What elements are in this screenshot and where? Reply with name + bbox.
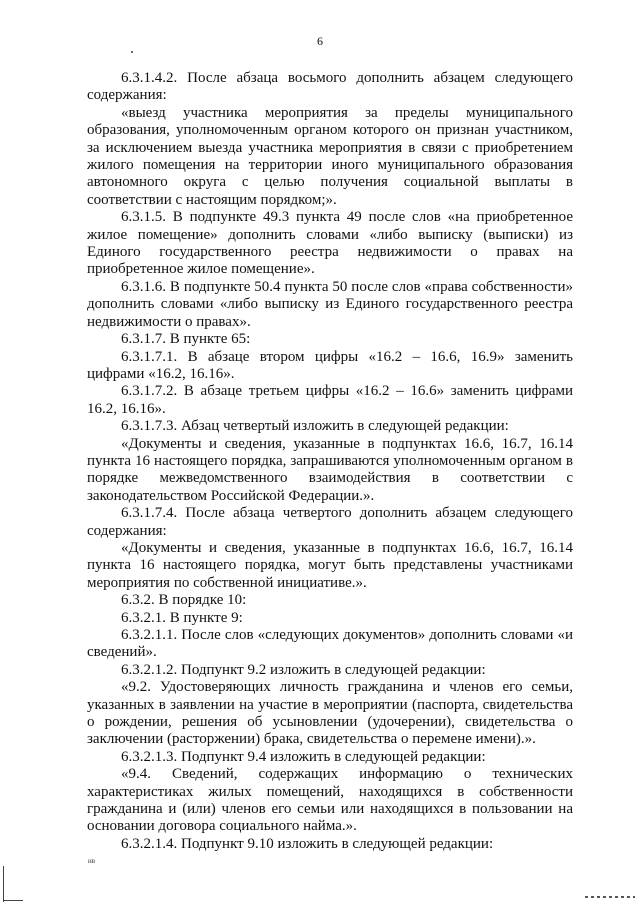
paragraph: 6.3.1.7.1. В абзаце втором цифры «16.2 – 16.6, 16.9» заменить цифрами «16.2, 16.16». bbox=[87, 348, 573, 382]
paragraph: «9.4. Сведений, содержащих информацию о технических характеристиках жилых помещений, находящихся в собственности гражданина и (или) членов его семьи или находящихся в пользовании на основании договора социального найма.». bbox=[87, 766, 573, 835]
page-edge-left bbox=[3, 866, 4, 902]
document-body bbox=[87, 70, 573, 853]
paragraph: 6.3.2.1. В пункте 9: bbox=[121, 609, 243, 626]
footer-initials: нв bbox=[88, 857, 96, 865]
paragraph: 6.3.1.7.2. В абзаце третьем цифры «16.2 – 16.6» заменить цифрами 16.2, 16.16». bbox=[87, 383, 573, 417]
paragraph: 6.3.1.7.4. После абзаца четвертого дополнить абзацем следующего содержания: bbox=[87, 505, 573, 539]
paragraph: 6.3.2.1.2. Подпункт 9.2 изложить в следующей редакции: bbox=[121, 661, 486, 678]
page-number: 6 bbox=[317, 34, 323, 48]
paragraph: 6.3.2.1.3. Подпункт 9.4 изложить в следующей редакции: bbox=[121, 748, 486, 765]
paragraph: 6.3.1.7.3. Абзац четвертый изложить в следующей редакции: bbox=[121, 418, 509, 435]
paragraph: 6.3.2.1.1. После слов «следующих документов» дополнить словами «и сведений». bbox=[87, 627, 573, 661]
paragraph: 6.3.1.7. В пункте 65: bbox=[121, 331, 251, 348]
paragraph: «Документы и сведения, указанные в подпунктах 16.6, 16.7, 16.14 пункта 16 настоящего порядка, запрашиваются уполномоченным органом в порядке межведомственного взаимодействия в соответствии с законодательством Российской Федерации.». bbox=[87, 435, 573, 504]
paragraph: «выезд участника мероприятия за пределы муниципального образования, уполномоченным органом которого он признан участником, за исключением выезда участника мероприятия в связи с приобретением жилого помещения на территории иного муниципального образования автономного округа с целью получения социальной выплаты в соответствии с настоящим порядком;». bbox=[87, 104, 573, 208]
scan-speck bbox=[131, 51, 133, 53]
page-edge-bottom bbox=[3, 900, 23, 901]
paragraph: 6.3.1.5. В подпункте 49.3 пункта 49 после слов «на приобретенное жилое помещение» дополнить словами «либо выписку (выписки) из Единого государственного реестра недвижимости о правах на приобретенное жилое помещение». bbox=[87, 209, 573, 278]
paragraph: 6.3.1.4.2. После абзаца восьмого дополнить абзацем следующего содержания: bbox=[87, 70, 573, 104]
paragraph: 6.3.1.6. В подпункте 50.4 пункта 50 после слов «права собственности» дополнить словами «либо выписку из Единого государственного реестра недвижимости о правах». bbox=[87, 278, 573, 330]
paragraph: 6.3.2. В порядке 10: bbox=[121, 592, 247, 609]
paragraph: «Документы и сведения, указанные в подпунктах 16.6, 16.7, 16.14 пункта 16 настоящего порядка, могут быть представлены участниками мероприятия по собственной инициативе.». bbox=[87, 539, 573, 591]
paragraph: 6.3.2.1.4. Подпункт 9.10 изложить в следующей редакции: bbox=[121, 835, 494, 852]
page-edge-bottom-right bbox=[585, 896, 635, 898]
paragraph: «9.2. Удостоверяющих личность гражданина и членов его семьи, указанных в заявлении на участие в мероприятии (паспорта, свидетельства о рождении, решения об усыновлении (удочерении), свидетельства о заключении (расторжении) брака, свидетельства о перемене имени).». bbox=[87, 679, 573, 748]
